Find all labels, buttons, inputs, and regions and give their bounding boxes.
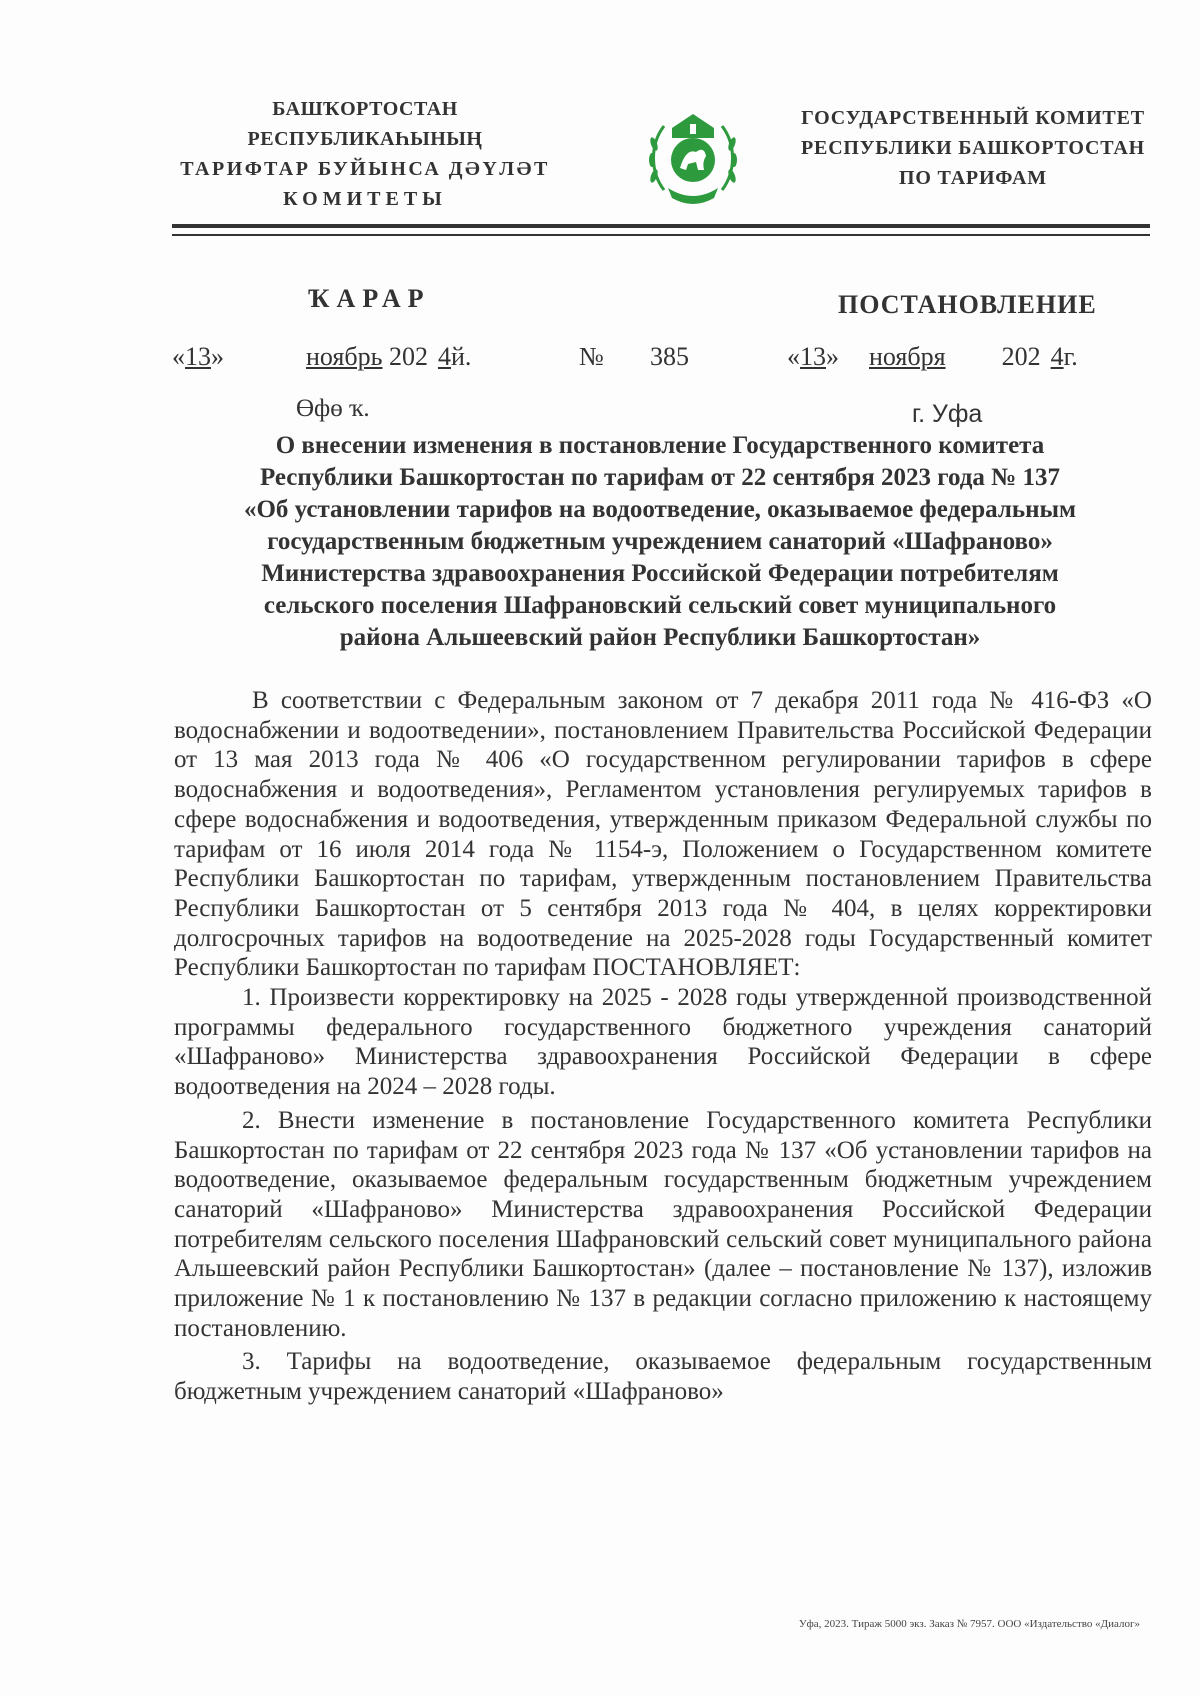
preamble-paragraph: В соответствии с Федеральным законом от 7 декабря 2011 года № 416-ФЗ «О водоснабжении и водоотведении», постановлением Правительства Российской Федерации от 13 мая 2013 года № 406 «О государственном регулировании тарифов в сфере водоснабжения и водоотведения», Регламентом установления регулируемых тарифов в сфере водоснабжения и водоотведения, утвержденным приказом Федеральной службы по тарифам от 16 июля 2014 года № 1154-э, Положением о Государственном комитете Республики Башкортостан по тарифам, утвержденным постановлением Правительства Республики Башкортостан от 5 сентября 2013 года № 404, в целях корректировки долгосрочных тарифов на водоотведение на 2025-2028 годы Государственный комитет Республики Башкортостан по тарифам ПОСТАНОВЛЯЕТ: (174, 687, 1152, 982)
header-right-line-2: РЕСПУБЛИКИ БАШКОРТОСТАН (801, 137, 1145, 159)
date-right-year-prefix: 202 (1001, 342, 1041, 371)
date-left: «13» ноябрь 202 4й. (172, 342, 472, 371)
doc-type-bashkir: ҠАРАР (308, 284, 431, 313)
title-line-7: района Альшеевский район Республики Башкортостан» (339, 624, 981, 651)
header-right-line-3: ПО ТАРИФАМ (899, 167, 1047, 189)
doc-type-russian: ПОСТАНОВЛЕНИЕ (838, 290, 1097, 319)
date-left-suffix: й. (450, 342, 472, 371)
title-line-3: «Об установлении тарифов на водоотведение, оказываемое федеральным (243, 496, 1077, 523)
date-left-day: 13 (185, 342, 211, 371)
header-rule-thin (172, 234, 1150, 236)
header-rule-thick (172, 224, 1150, 228)
document-number: 385 (650, 342, 689, 371)
title-line-1: О внесении изменения в постановление Государственного комитета (275, 432, 1045, 459)
date-right: «13» ноября 202 4г. (787, 342, 1078, 371)
title-line-6: сельского поселения Шафрановский сельский совет муниципального (263, 592, 1057, 619)
header-bashkir-authority (165, 94, 565, 214)
header-right-line-1: ГОСУДАРСТВЕННЫЙ КОМИТЕТ (801, 107, 1145, 129)
title-line-2: Республики Башкортостан по тарифам от 22 сентября 2023 года № 137 (259, 464, 1061, 491)
date-left-year-digit: 4 (437, 342, 451, 371)
title-line-4: государственным бюджетным учреждением санаторий «Шафраново» (267, 528, 1053, 555)
date-right-suffix: г. (1063, 342, 1078, 371)
date-left-year-prefix: 202 (388, 342, 428, 371)
header-left-line-1: БАШҠОРТОСТАН РЕСПУБЛИКАҺЫНЫҢ (247, 98, 483, 150)
date-right-day: 13 (800, 342, 826, 371)
bashkortostan-emblem-icon (644, 108, 742, 216)
document-body (174, 686, 1152, 1407)
city-russian: г. Уфа (912, 400, 983, 428)
number-sign: № (579, 342, 604, 371)
item-2-paragraph: 2. Внести изменение в постановление Государственного комитета Республики Башкортостан по тарифам от 22 сентября 2023 года № 137 «Об установлении тарифов на водоотведение, оказываемое федеральным государственным бюджетным учреждением санаторий «Шафраново» Министерства здравоохранения Российской Федерации потребителям сельского поселения Шафрановский сельский совет муниципального района Альшеевский район Республики Башкортостан» (далее – постановление № 137), изложив приложение № 1 к постановлению № 137 в редакции согласно приложению к настоящему постановлению. (174, 1106, 1152, 1342)
header-russian-authority (778, 103, 1168, 193)
item-3-paragraph: 3. Тарифы на водоотведение, оказываемое федеральным государственным бюджетным учреждением санаторий «Шафраново» (174, 1348, 1152, 1406)
title-line-5: Министерства здравоохранения Российской Федерации потребителям (261, 560, 1059, 587)
date-left-month: ноябрь (306, 342, 383, 371)
header-left-line-2: ТАРИФТАР БУЙЫНСА ДӘҮЛӘТ (180, 158, 550, 180)
printer-footer: Уфа, 2023. Тираж 5000 экз. Заказ № 7957. ООО «Издательство «Диалог» (798, 1618, 1140, 1630)
city-bashkir: Өфө ҡ. (296, 395, 370, 422)
date-right-year-digit: 4 (1050, 342, 1064, 371)
header-left-line-3: КОМИТЕТЫ (283, 188, 447, 210)
date-right-month: ноября (869, 342, 946, 371)
item-1-paragraph: 1. Произвести корректировку на 2025 - 2028 годы утвержденной производственной программы федерального государственного бюджетного учреждения санаторий «Шафраново» Министерства здравоохранения Российской Федерации в сфере водоотведения на 2024 – 2028 годы. (174, 984, 1152, 1101)
document-title (180, 430, 1140, 654)
